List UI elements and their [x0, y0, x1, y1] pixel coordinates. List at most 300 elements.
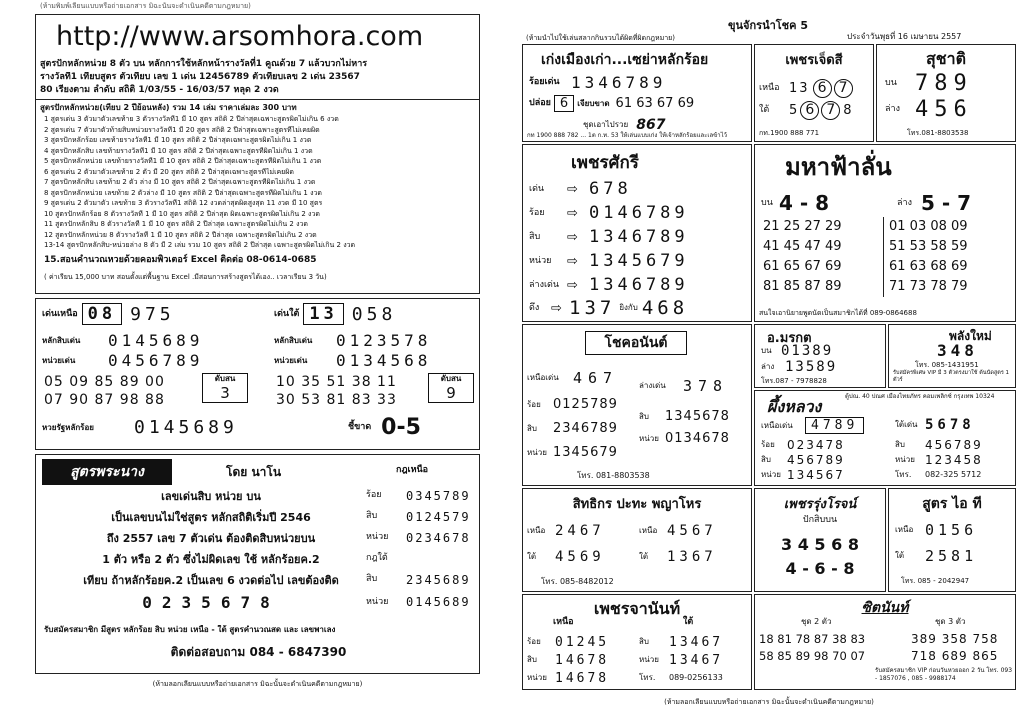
pairs-right: [276, 373, 397, 409]
chokanan-title: โชคอนันต์: [585, 331, 687, 355]
phlangmai-nums: 348: [937, 341, 978, 360]
three-row: 718 689 865: [911, 649, 999, 663]
phueng-rows-right: [895, 437, 983, 482]
lang-label: ล่าง: [761, 362, 775, 371]
den-nua: [42, 303, 175, 325]
intro-1: สูตรปักหลักหน่วย 8 ตัว บน หลักการใช้หลักหน้ารางวัลที่1 คูณด้วย 7 แล้วบวกไม่หาร: [40, 59, 368, 69]
row-val: 023478: [787, 437, 845, 452]
lak-sip-den2-nums: 0123578: [336, 331, 432, 350]
row-key: โทร.: [639, 673, 656, 682]
phetrung-sub: ปักสิบบน: [802, 515, 838, 525]
member-line: รับสมัครสมาชิก มีสูตร หลักร้อย สิบ หน่วย เหนือ - ใต้ สูตรคำนวณสด และ เลขพาเลง: [44, 625, 336, 634]
lak-sip-den: [42, 331, 203, 350]
pairs-right-row: 30 53 81 83 33: [276, 392, 397, 408]
phet7-title: เพชรเจ็ดสี: [785, 53, 843, 68]
excel-line: 15.สอนคำนวณหวยด้วยคอมพิวเตอร์ Excel ติดต่อ 08-0614-0685: [44, 255, 317, 265]
right-footer: (ห้ามลอกเลียนแบบหรือถ่ายเอกสาร มิฉะนั้นจะดำเนินคดีตามกฎหมาย): [664, 698, 874, 706]
huay-rat-label: หวยรัฐหลักร้อย: [42, 422, 94, 432]
row-key: หน่วย: [639, 433, 659, 443]
arrow-right-icon: ⇨: [567, 181, 578, 197]
row-key: สิบ: [639, 411, 649, 421]
phetsakri-row: [529, 225, 689, 249]
phlangmai-note: รับสมัครพิเศษ VIP มี 3 ตัวตรงมาใช้ ต้นนัดสูตร 1 ตัวร์: [893, 370, 1010, 383]
phueng-tai: [895, 417, 975, 433]
den-nua-rest: 975: [130, 303, 175, 325]
promo-val: 2345689: [406, 572, 471, 587]
suchat-title: สุชาติ: [926, 49, 966, 68]
tai-circle: 7: [821, 101, 840, 120]
phetsakri-title: เพชรศักรี: [571, 153, 639, 173]
morakot-bon: [761, 343, 833, 359]
row-val: 0146789: [589, 203, 689, 223]
sutr-ihi-title: สูตร ไอ ที: [922, 496, 982, 512]
nua2-nums: 4567: [667, 523, 717, 539]
rule-label: กฎเหนือ: [396, 465, 429, 475]
promo-key: กฎใต้: [366, 553, 388, 563]
chokanan-row: [527, 421, 618, 436]
tai2-label: ใต้: [639, 552, 649, 561]
phetjanan-right-rows: [639, 633, 723, 687]
row-key: ร้อย: [527, 399, 541, 409]
row-val: 678: [589, 179, 632, 199]
arrow-right-icon: ⇨: [567, 253, 578, 269]
row-val: 089-0256133: [669, 673, 723, 682]
promo-val: 0234678: [406, 530, 471, 545]
row-key: สิบ: [761, 454, 771, 464]
formula-item: 7 สูตรปักหลักสิบ เลขท้าย 2 ตัว ล่าง มี 10 สูตร สถิติ 2 ปีล่าสุดเฉพาะสูตรที่ผิดไม่เกิน 1 งวด: [44, 178, 316, 186]
bon-nums: 01389: [781, 343, 834, 359]
sittinan-three: [911, 631, 998, 665]
phlangmai-tel: โทร. 085-1431951: [915, 361, 979, 369]
nua-circle: 6: [813, 79, 832, 98]
row-key: หน่วย: [527, 673, 547, 682]
contact-line: ติดต่อสอบถาม 084 - 6847390: [170, 645, 347, 659]
phlangmai-box: [888, 324, 1016, 388]
grid-row: 41 45 47 49: [763, 239, 842, 254]
kengmuang-box: [522, 44, 752, 142]
row-val: 14678: [555, 652, 610, 668]
row-key: เด่น: [529, 183, 545, 194]
kengmuang-roi: [529, 73, 666, 92]
two-row: 18 81 78 87 38 83: [759, 632, 866, 646]
lak-sip-den-label: หลักสิบเด่น: [42, 335, 81, 345]
arrow-right-icon: ⇨: [551, 300, 562, 316]
row-val: 1346789: [589, 275, 689, 295]
tai-end: 8: [843, 103, 852, 118]
intro-3: 80 เรียงตาม ลำดับ สถิติ 1/03/55 - 16/03/57 หลุด 2 งวด: [40, 85, 279, 95]
phetjanan-nua-label: เหนือ: [553, 617, 574, 627]
den-tai-label: เด่นใต้: [274, 308, 300, 319]
promo-key: ร้อย: [366, 490, 382, 500]
phetjanan-tai-label: ใต้: [683, 617, 694, 627]
promo-text: เทียบ ถ้าหลักร้อยค.2 เป็นเลข 6 งวดต่อไป เลขต้องติด: [83, 573, 339, 587]
top-strip: (ห้ามพิมพ์เลียนแบบหรือถ่ายเอกสาร มิฉะนั้นจะดำเนินคดีตามกฎหมาย): [40, 2, 251, 10]
row-key: ร้อย: [529, 207, 545, 218]
tai-label: ใต้: [527, 552, 537, 561]
site-url: http://www.arsomhora.com: [56, 21, 424, 52]
promo-key: สิบ: [366, 511, 378, 521]
phetrung-nums: 3 4 5 6 8: [781, 535, 859, 554]
ploy-nums: 61 63 67 69: [615, 96, 695, 111]
nuay-den: [42, 351, 203, 370]
promo-line: [56, 506, 476, 527]
tap-son-right: [428, 373, 474, 403]
suchat-bon: [885, 71, 973, 96]
nua-circle: 7: [834, 79, 853, 98]
chokanan-box: [522, 324, 752, 486]
row-key: ร้อย: [527, 637, 541, 646]
bon-nums: 789: [915, 71, 973, 96]
den-tai: [274, 303, 396, 325]
sittinan-two: [759, 631, 865, 665]
morakot-lang: [761, 359, 837, 375]
mahafa-bon: [761, 191, 829, 215]
phetsakri-rows: [529, 177, 689, 297]
grid-row: 01 03 08 09: [889, 219, 968, 234]
tai-label: ล่างเด่น: [639, 381, 666, 390]
row-key: หน่วย: [761, 469, 781, 479]
tai-circle: 6: [800, 101, 819, 120]
row-val: 1345678: [665, 409, 730, 424]
phueng-row: [761, 452, 845, 467]
row-key: หน่วย: [527, 447, 547, 457]
tai-plain: 5: [789, 103, 798, 118]
lang-nums: 5 - 7: [921, 191, 972, 215]
sittikorn-title: สิทธิกร ปะทะ พญาโหร: [572, 497, 702, 512]
sutr-logo: สูตรพระนาง: [42, 459, 172, 485]
lang-nums: 456: [915, 97, 973, 122]
den-nua-box: 08: [82, 303, 122, 325]
nuay-den-label: หน่วยเด่น: [42, 355, 76, 365]
lak-sip-den2: [274, 331, 431, 350]
phetjanan-row: [639, 633, 723, 651]
row-key: โทร.: [895, 469, 912, 479]
phueng-nua: [761, 417, 864, 434]
formula-item: 8 สูตรปักหลักหน่วย เลขท้าย 2 ตัวล่าง มี 10 สูตร สถิติ 2 ปีล่าสุดเฉพาะสูตรที่ผิดไม่เกิน 1 งวด: [44, 188, 322, 197]
excel-note: ( ค่าเรียน 15,000 บาท สอนตั้งแต่พื้นฐาน Excel .มีสอนการสร้างสูตรได้เอง.. เวลาเรียน 3 วัน): [44, 273, 327, 281]
ploy-text: เจียบขาด: [577, 98, 610, 108]
promo-line: [56, 485, 476, 506]
tai-label: ใต้: [759, 105, 770, 115]
by-label: โดย นาโน: [226, 465, 282, 479]
promo-line: [56, 590, 476, 614]
nua2-label: เหนือ: [639, 526, 658, 535]
lak-sip-den-nums: 0145689: [108, 331, 204, 350]
promo-text: 1 ตัว หรือ 2 ตัว ซึ่งไม่ผิดเลข ใช้ หลักร้อยค.2: [102, 552, 320, 566]
bon-label: บน: [885, 78, 897, 88]
promo-val: 0345789: [406, 488, 471, 503]
phet7-box: [754, 44, 874, 142]
pairs-left-row: 05 09 85 89 00: [44, 374, 165, 390]
ploy-box: 6: [554, 95, 574, 112]
phueng-row: [895, 452, 983, 467]
phueng-rows-left: [761, 437, 845, 482]
tap-son-left: [202, 373, 248, 403]
morakot-tel: โทร.087 - 7978828: [761, 377, 827, 385]
two-row: 58 85 89 98 70 07: [759, 649, 866, 663]
lang-label: ล่าง: [897, 197, 912, 208]
row-key: สิบ: [527, 655, 537, 664]
grid-row: 61 63 68 69: [889, 259, 968, 274]
promo-key: หน่วย: [366, 532, 389, 542]
sittikorn-tel: โทร. 085-8482012: [541, 577, 614, 586]
row-val: 0134678: [665, 431, 730, 446]
row-val: 13467: [669, 652, 724, 668]
sutr-ihi-tel: โทร. 085 - 2042947: [901, 577, 970, 585]
suchat-lang: [885, 97, 973, 122]
chokanan-nua: [527, 369, 618, 387]
formula-item: 12 สูตรปักหลักหน่วย 8 ตัวรางวัลที่ 1 มี 10 สูตร สถิติ 2 ปีล่าสุด เฉพาะสูตรผิดไม่เกิน 2 งวด: [44, 230, 317, 239]
phetjanan-row: [639, 651, 723, 669]
suchat-tel: โทร.081-8803538: [907, 129, 969, 137]
formula-item: 3 สูตรปักหลักร้อย เลขท้ายรางวัลที่1 มี 10 สูตร สถิติ 2 ปีล่าสุดเฉพาะสูตรผิดไม่เกิน 1 งวด: [44, 136, 312, 144]
phetjanan-title: เพชรจานันท์: [593, 599, 681, 618]
sittinan-box: [754, 594, 1016, 690]
row-val: 14678: [555, 670, 610, 686]
chokanan-tel: โทร. 081-8803538: [577, 471, 650, 480]
huay-rat-nums: 0145689: [134, 417, 238, 438]
tai-nums: 4569: [555, 549, 605, 565]
dueng-nums: 137: [569, 297, 616, 319]
row-key: ล่างเด่น: [529, 279, 560, 290]
pairs-left-row: 07 90 87 98 88: [44, 392, 165, 408]
formula-box: [35, 14, 480, 294]
phetjanan-box: [522, 594, 752, 690]
nua-label: เหนือ: [895, 525, 914, 534]
phetrung-box: [754, 488, 886, 592]
chi-tai: [348, 415, 421, 440]
formula-list: [44, 115, 474, 252]
phetjanan-row: [527, 669, 609, 687]
ying-label: ยิงกับ: [619, 303, 638, 312]
kengmuang-tel: กท 1900 888 782 ... 1ต ก.ท. 53 ให้เล่นแบบเก่ง ให้เจ้าหลักร้อยและเลข้าไว้: [527, 132, 727, 139]
tap-son-label: ดับสน: [214, 374, 236, 383]
nua-plain: 13: [789, 81, 810, 96]
left-footer: (ห้ามลอกเลียนแบบหรือถ่ายเอกสาร มิฉะนั้นจะดำเนินคดีตามกฎหมาย): [152, 680, 363, 688]
phueng-row: [895, 467, 983, 482]
mahafa-title: มหาฟ้าลั่น: [785, 153, 892, 181]
row-val: 1345679: [553, 445, 618, 460]
sittikorn-box: [522, 488, 752, 592]
tap-son-value: 3: [220, 384, 230, 402]
phetrung-lower: 4 - 6 - 8: [785, 559, 855, 578]
sutr-ihi-box: [888, 488, 1016, 592]
phetsakri-row: [529, 177, 689, 201]
arrow-right-icon: ⇨: [567, 229, 578, 245]
nua-label: เหนือ: [759, 83, 780, 93]
pairs-left: [44, 373, 165, 409]
roi-label: ร้อยเด่น: [529, 77, 560, 87]
formula-item: 9 สูตรเด่น 2 ตัวมาตัว เลขท้าย 3 ตัวรางวัลที่1 สถิติ 12 งวดล่าสุดผิดสูงสุด 11 งวด มี 10 สูตร: [44, 199, 323, 207]
formula-item: 5 สูตรปักหลักหน่วย เลขท้ายรางวัลที่1 มี 10 สูตร สถิติ 2 ปีล่าสุดเฉพาะสูตรที่ผิดไม่เกิน 1 งวด: [44, 157, 322, 165]
phetjanan-left-rows: [527, 633, 609, 687]
row-key: ร้อย: [761, 439, 775, 449]
formula-item: 13-14 สูตรปักหลักสิบ-หน่วยล่าง 8 ตัว มี 2 เล่ม รวม 10 สูตร สถิติ 2 ปีล่าสุด เฉพาะสูตรผิดไม่เกิน 2 งวด: [44, 241, 356, 249]
row-key: สิบ: [639, 637, 649, 646]
den-tai-rest: 058: [351, 303, 397, 325]
dueng-label: ดึง: [529, 302, 540, 313]
lang-label: ล่าง: [885, 104, 900, 114]
chut-nums: 867: [636, 117, 666, 133]
row-key: หน่วย: [529, 255, 552, 266]
phetsakri-row: [529, 249, 689, 273]
phetjanan-row: [639, 669, 723, 687]
phlangmai-title: พลังใหม่: [949, 329, 992, 343]
row-key: สิบ: [895, 439, 905, 449]
promo-text: เลขเด่นสิบ หน่วย บน: [161, 489, 261, 503]
issue-date: ประจำวันพุธที่ 16 เมษายน 2557: [847, 32, 962, 41]
intro-2: รางวัลที่1 เทียบสูตร ตัวเทียบ เลข 1 เด่น 12456789 ตัวเทียบเลข 2 เด่น 23567: [40, 72, 360, 82]
tai2-nums: 1367: [667, 549, 717, 565]
mahafa-box: [754, 144, 1016, 322]
chokanan-tai: [639, 377, 728, 395]
row-key: หน่วย: [639, 655, 659, 664]
tai-nums: 2581: [925, 547, 978, 565]
formula-item: 11 สูตรปักหลักสิบ 8 ตัวรางวัลที่ 1 มี 10 สูตร สถิติ 2 ปีล่าสุด เฉพาะสูตรผิดไม่เกิน 2 งวด: [44, 220, 308, 228]
kengmuang-title: เก่งเมืองเก่า...เซย่าหลักร้อย: [541, 52, 709, 68]
bottom-nums-key: หน่วย: [366, 596, 389, 607]
right-page: [512, 0, 1024, 724]
promo-key: สิบ: [366, 574, 378, 584]
pairs-right-row: 10 35 51 38 11: [276, 374, 397, 390]
morakot-box: [754, 324, 886, 388]
grid-row: 21 25 27 29: [763, 219, 842, 234]
phetsakri-dueng: [529, 297, 688, 319]
sittikorn-nua: [527, 523, 605, 539]
huay-rat: [42, 417, 238, 438]
phueng-row: [895, 437, 983, 452]
ying-nums: 468: [641, 297, 689, 319]
nua-label: เหนือเด่น: [527, 373, 559, 382]
den-nua-label: เด่นเหนือ: [42, 308, 78, 319]
phetjanan-row: [527, 633, 609, 651]
mahafa-tel: สนใจเอานิยายพูดนัดเป็นสมาชิกได้ที่ 089-0864688: [759, 309, 917, 317]
nuay-den2-label: หน่วยเด่น: [274, 355, 308, 365]
bon-label: บน: [761, 346, 772, 355]
roi-nums: 1346789: [571, 73, 667, 92]
bon-nums: 4 - 8: [779, 191, 830, 215]
bottom-nums-val: 0145689: [406, 595, 471, 609]
promo-lines: [56, 485, 476, 614]
nua-nums: 4789: [805, 417, 864, 434]
row-val: 082-325 5712: [925, 469, 982, 479]
phetsakri-box: [522, 144, 752, 322]
row-val: 0125789: [553, 397, 618, 412]
lucky-box: [35, 298, 480, 450]
kengmuang-ploy: [529, 95, 694, 112]
promo-box: [35, 454, 480, 674]
promo-line: [56, 527, 476, 548]
mahafa-lang: [897, 191, 971, 215]
phueng-title: ผึ้งหลวง: [767, 397, 822, 416]
row-key: สิบ: [529, 231, 541, 242]
phetsakri-row: [529, 201, 689, 225]
chokanan-row2: [639, 409, 730, 424]
row-val: 1346789: [589, 227, 689, 247]
arrow-right-icon: ⇨: [567, 205, 578, 221]
row-val: 123458: [925, 452, 983, 467]
phet7-nua: [759, 79, 854, 98]
nuay-den-nums: 0456789: [108, 351, 204, 370]
promo-line: [56, 548, 476, 569]
formula-item: 10 สูตรปักหลักร้อย 8 ตัวรางวัลที่ 1 มี 10 สูตร สถิติ 2 ปีล่าสุด ผิดเฉพาะสูตรผิดไม่เกิน 2 งวด: [44, 209, 320, 218]
chut3-label: ชุด 3 ตัว: [935, 617, 966, 626]
promo-line: [56, 569, 476, 590]
tai-label: ใต้: [895, 551, 905, 560]
nua-label: เหนือเด่น: [761, 420, 793, 430]
grid-row: 51 53 58 59: [889, 239, 968, 254]
grid-divider: [883, 217, 884, 297]
tai-label: ใต้เด่น: [895, 420, 918, 429]
nua-label: เหนือ: [527, 526, 546, 535]
tai-nums: 5678: [925, 417, 975, 433]
three-row: 389 358 758: [911, 632, 999, 646]
grid-row: 71 73 78 79: [889, 279, 968, 294]
chut2-label: ชุด 2 ตัว: [801, 617, 832, 626]
nua-nums: 2467: [555, 523, 605, 539]
phueng-addr: ตู้ปณ. 40 ปณศ เมืองไทยภัทร คอมเพลิกซ์ กรุงเทพ 10324: [845, 393, 995, 400]
chut-label: ชุดเอาไปรวย: [583, 120, 629, 129]
nuay-den2: [274, 351, 431, 370]
formula-item: 6 สูตรเด่น 2 ตัวมาตัวเลขท้าย 2 ตัว มี 20 สูตร สถิติ 2 ปีล่าสุดเฉพาะสูตรที่ไม่เคยผิด: [44, 167, 294, 176]
nuay-den2-nums: 0134568: [336, 351, 432, 370]
chi-tai-value: 0-5: [381, 415, 421, 440]
chokanan-row: [527, 397, 618, 412]
bottom-nums: 0235678: [142, 592, 280, 612]
row-val: 134567: [787, 467, 845, 482]
row-val: 13467: [669, 634, 724, 650]
phueng-row: [761, 437, 845, 452]
phueng-row: [761, 467, 845, 482]
row-key: หน่วย: [895, 454, 915, 464]
den-tai-box: 13: [303, 303, 343, 325]
mahafa-left-grid: [763, 217, 842, 297]
sittikorn-tai2: [639, 549, 717, 565]
lak-sip-den2-label: หลักสิบเด่น: [274, 335, 313, 345]
promo-val: 0124579: [406, 509, 471, 524]
mahafa-right-grid: [889, 217, 968, 297]
row-val: 01245: [555, 634, 610, 650]
promo-text: ถึง 2557 เลข 7 ตัวเด่น ต้องติดสิบหน่วยบน: [106, 531, 316, 545]
chokanan-row2: [639, 431, 730, 446]
sittinan-title: ซิตนันท์: [861, 600, 909, 616]
row-key: สิบ: [527, 423, 537, 433]
row-val: 1345679: [589, 251, 689, 271]
warn-text: (ห้ามนำไปใช้เล่นสลากกินรวบได้ผิดที่ผิดกฎหมาย): [526, 34, 675, 42]
bon-label: บน: [761, 197, 773, 208]
tap-son-value: 9: [446, 384, 456, 402]
sutr-ihi-tai: [895, 547, 977, 565]
lang-nums: 13589: [785, 359, 838, 375]
suchat-box: [876, 44, 1016, 142]
grid-row: 61 65 67 69: [763, 259, 842, 274]
phueng-box: [754, 390, 1016, 486]
nua-nums: 0156: [925, 521, 978, 539]
sutr-ihi-nua: [895, 521, 977, 539]
chi-tai-label: ชี้ขาด: [348, 422, 372, 432]
grid-row: 81 85 87 89: [763, 279, 842, 294]
phet7-tai: [759, 101, 852, 120]
chokanan-row: [527, 445, 618, 460]
tai-nums: 378: [683, 377, 729, 395]
phet7-tel: กท.1900 888 771: [759, 129, 820, 137]
sittikorn-tai: [527, 549, 605, 565]
row-val: 2346789: [553, 421, 618, 436]
sittikorn-nua2: [639, 523, 717, 539]
formula-item: 4 สูตรปักหลักสิบ เลขท้ายรางวัลที่1 มี 10 สูตร สถิติ 2 ปีล่าสุดเฉพาะสูตรที่ผิดไม่เกิน 1 งวด: [44, 146, 313, 155]
promo-text: เป็นเลขบนไม่ใช่สูตร หลักสถิติเริ่มปี 2546: [111, 510, 311, 524]
tap-son-label: ดับสน: [440, 374, 462, 383]
